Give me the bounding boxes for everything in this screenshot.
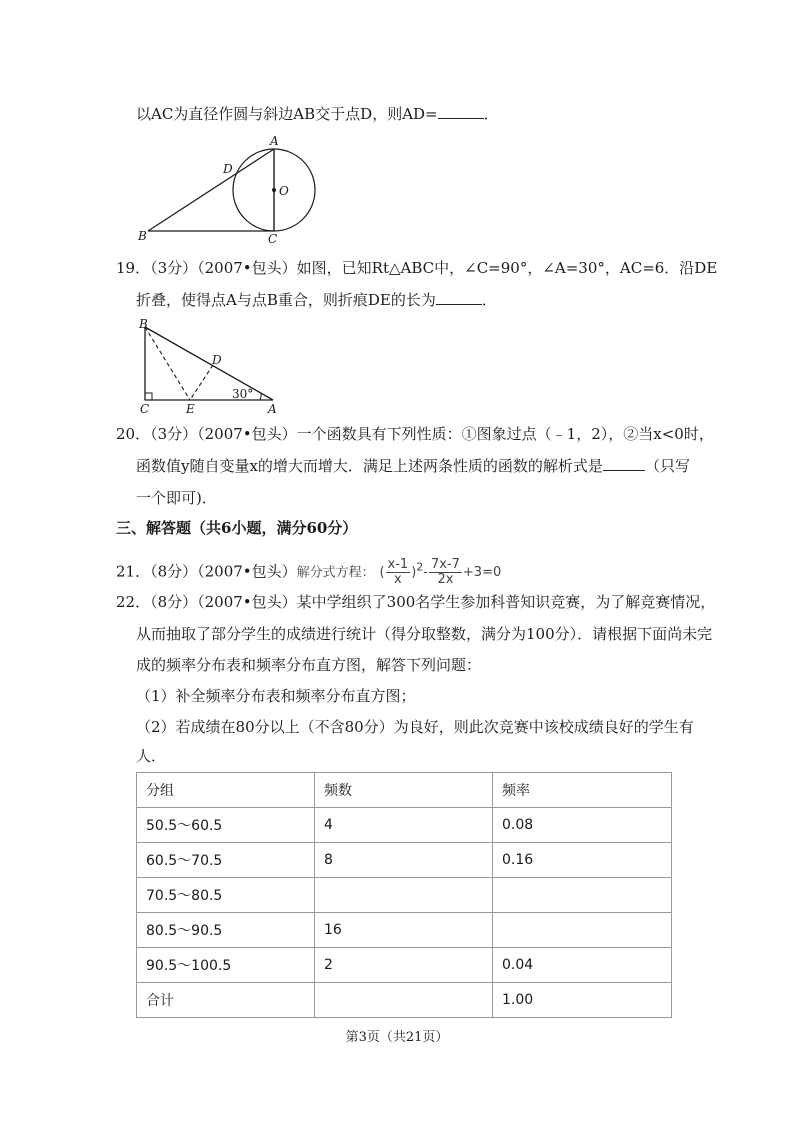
q21-prefix: 21．（8分）（2007•包头）	[116, 562, 297, 581]
exponent: 2	[416, 561, 424, 574]
table-cell: 合计	[137, 983, 315, 1018]
label-a: A	[268, 402, 277, 416]
angle-arc	[260, 393, 261, 400]
table-row	[137, 808, 672, 843]
table-cell: 8	[315, 843, 493, 878]
page-footer: 第3页（共21页）	[345, 1030, 449, 1045]
table-cell: 1.00	[493, 983, 672, 1018]
label-o: O	[279, 184, 289, 198]
q18-end: ．	[483, 105, 499, 123]
label-angle: 30°	[232, 387, 254, 401]
fraction-1-numerator: x-1	[387, 557, 409, 573]
section-heading: 三、解答题（共6小题，满分60分）	[116, 519, 358, 537]
table-cell: 0.08	[493, 808, 672, 843]
table-row	[137, 983, 672, 1018]
fraction-2	[429, 558, 462, 587]
q20-line2a: 函数值y随自变量x的增大而增大．满足上述两条性质的函数的解析式是	[136, 457, 603, 475]
q22-line1: 22．（8分）（2007•包头）某中学组织了300名学生参加科普知识竞赛，为了解竞赛情况，	[116, 593, 716, 611]
table-row	[137, 878, 672, 913]
q19-end: ．	[481, 291, 497, 309]
table-row	[137, 913, 672, 948]
table-cell	[315, 878, 493, 913]
q19-line1: 19．（3分）（2007•包头）如图，已知Rt△ABC中，∠C=90°，∠A=30°，AC=6．沿DE	[116, 259, 718, 277]
table-row	[137, 843, 672, 878]
header-cell: 分组	[137, 773, 315, 808]
q21-label: 解分式方程：	[296, 565, 375, 581]
q19-line2: 折叠，使得点A与点B重合，则折痕DE的长为	[136, 291, 436, 309]
q18-text	[136, 104, 499, 124]
label-b: B	[138, 229, 147, 243]
table-cell: 16	[315, 913, 493, 948]
table-cell: 70.5～80.5	[137, 878, 315, 913]
answer-blank	[438, 104, 484, 119]
table-cell: 4	[315, 808, 493, 843]
q22-line3: 成的频率分布表和频率分布直方图，解答下列问题：	[136, 656, 482, 674]
equation-tail: +3=0	[462, 565, 502, 581]
label-b: B	[139, 317, 148, 331]
label-c: C	[268, 232, 278, 246]
table-cell: 0.04	[493, 948, 672, 983]
label-e: E	[186, 402, 195, 416]
fraction-1-denominator: x	[394, 572, 402, 588]
answer-blank	[603, 456, 645, 471]
right-angle-mark	[145, 393, 152, 400]
table-cell	[493, 913, 672, 948]
frequency-table	[136, 772, 672, 1018]
label-d: D	[223, 162, 233, 176]
table-cell: 80.5～90.5	[137, 913, 315, 948]
q21-equation: ( $\frac{x-1}{x}$ )$^2$- $\frac{7x-7}{2x}$ +3=0	[379, 557, 502, 588]
figure-q19	[134, 316, 294, 416]
q22-line5: （2）若成绩在80分以上（不含80分）为良好，则此次竞赛中该校成绩良好的学生有	[136, 718, 694, 736]
label-a: A	[270, 134, 279, 148]
fraction-1	[386, 558, 411, 587]
q20-line1: 20．（3分）（2007•包头）一个函数具有下列性质：①图象过点（﹣1，2），②当x<0时，	[116, 425, 714, 443]
table-cell	[493, 878, 672, 913]
segment-ab	[145, 327, 273, 400]
q20-line2b: （只写	[644, 457, 690, 475]
segment-be	[145, 327, 190, 400]
label-d: D	[212, 353, 222, 367]
table-cell: 0.16	[493, 843, 672, 878]
header-cell: 频率	[493, 773, 672, 808]
q19-text2	[136, 290, 497, 310]
q22-line4: （1）补全频率分布表和频率分布直方图；	[136, 687, 416, 705]
q22-line6: 人．	[136, 747, 167, 765]
segment-ab	[148, 149, 274, 231]
answer-blank	[436, 290, 482, 305]
q20-text2	[136, 456, 690, 476]
header-cell: 频数	[315, 773, 493, 808]
table-cell: 60.5～70.5	[137, 843, 315, 878]
table-header-row	[137, 773, 672, 808]
center-point	[272, 188, 276, 192]
fraction-2-denominator: 2x	[437, 572, 454, 588]
table-cell: 2	[315, 948, 493, 983]
table-cell	[315, 983, 493, 1018]
q21-text	[116, 550, 501, 586]
table-cell: 50.5～60.5	[137, 808, 315, 843]
fraction-2-numerator: 7x-7	[430, 557, 460, 573]
label-c: C	[140, 402, 150, 416]
q22-line2: 从而抽取了部分学生的成绩进行统计（得分取整数，满分为100分）．请根据下面尚未完	[136, 625, 713, 643]
table-cell: 90.5～100.5	[137, 948, 315, 983]
figure-q18	[134, 134, 334, 244]
table-row	[137, 948, 672, 983]
q20-line3: 一个即可)．	[136, 489, 217, 507]
segment-de	[190, 365, 213, 400]
q18-line: 以AC为直径作圆与斜边AB交于点D，则AD=	[136, 105, 438, 123]
